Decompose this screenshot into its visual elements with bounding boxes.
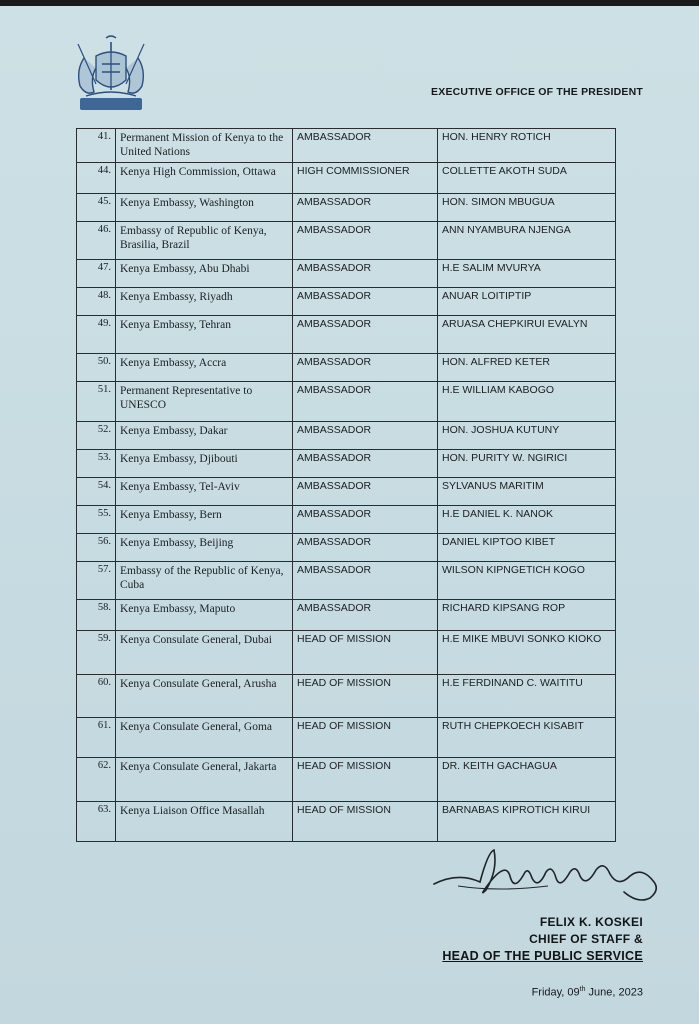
row-appointee: WILSON KIPNGETICH KOGO [438, 562, 616, 600]
row-mission: Kenya Embassy, Accra [116, 354, 293, 382]
row-mission: Kenya Embassy, Dakar [116, 422, 293, 450]
row-number: 57. [77, 562, 116, 600]
row-appointee: ANUAR LOITIPTIP [438, 288, 616, 316]
row-number: 41. [77, 129, 116, 163]
row-number: 59. [77, 631, 116, 675]
row-number: 45. [77, 194, 116, 222]
row-position: AMBASSADOR [293, 422, 438, 450]
row-mission: Kenya Liaison Office Masallah [116, 802, 293, 842]
table-row [77, 450, 616, 478]
row-mission: Kenya Consulate General, Arusha [116, 675, 293, 718]
row-appointee: ARUASA CHEPKIRUI EVALYN [438, 316, 616, 354]
row-number: 54. [77, 478, 116, 506]
table-row [77, 758, 616, 802]
row-number: 47. [77, 260, 116, 288]
row-number: 61. [77, 718, 116, 758]
row-mission: Kenya Embassy, Abu Dhabi [116, 260, 293, 288]
row-mission: Kenya Embassy, Tehran [116, 316, 293, 354]
row-appointee: DR. KEITH GACHAGUA [438, 758, 616, 802]
row-appointee: H.E MIKE MBUVI SONKO KIOKO [438, 631, 616, 675]
row-mission: Permanent Representative to UNESCO [116, 382, 293, 422]
row-position: HIGH COMMISSIONER [293, 163, 438, 194]
row-mission: Kenya Consulate General, Jakarta [116, 758, 293, 802]
table-row [77, 631, 616, 675]
row-number: 50. [77, 354, 116, 382]
row-appointee: HON. SIMON MBUGUA [438, 194, 616, 222]
row-appointee: RICHARD KIPSANG ROP [438, 600, 616, 631]
table-row [77, 562, 616, 600]
signature [428, 842, 668, 912]
row-number: 56. [77, 534, 116, 562]
appointments-table-body [77, 129, 616, 842]
row-appointee: SYLVANUS MARITIM [438, 478, 616, 506]
row-position: AMBASSADOR [293, 194, 438, 222]
row-position: AMBASSADOR [293, 450, 438, 478]
table-row [77, 382, 616, 422]
row-number: 49. [77, 316, 116, 354]
row-appointee: H.E WILLIAM KABOGO [438, 382, 616, 422]
signatory-name: FELIX K. KOSKEI [539, 915, 643, 929]
row-mission: Kenya Embassy, Riyadh [116, 288, 293, 316]
table-row [77, 718, 616, 758]
row-number: 46. [77, 222, 116, 260]
table-row [77, 802, 616, 842]
signatory-title: CHIEF OF STAFF & [529, 932, 643, 946]
row-appointee: H.E SALIM MVURYA [438, 260, 616, 288]
row-position: AMBASSADOR [293, 382, 438, 422]
row-position: HEAD OF MISSION [293, 802, 438, 842]
row-appointee: BARNABAS KIPROTICH KIRUI [438, 802, 616, 842]
row-appointee: RUTH CHEPKOECH KISABIT [438, 718, 616, 758]
row-appointee: HON. PURITY W. NGIRICI [438, 450, 616, 478]
row-mission: Kenya High Commission, Ottawa [116, 163, 293, 194]
row-appointee: HON. ALFRED KETER [438, 354, 616, 382]
row-appointee: ANN NYAMBURA NJENGA [438, 222, 616, 260]
row-appointee: H.E DANIEL K. NANOK [438, 506, 616, 534]
row-position: AMBASSADOR [293, 260, 438, 288]
row-appointee: H.E FERDINAND C. WAITITU [438, 675, 616, 718]
row-position: AMBASSADOR [293, 354, 438, 382]
table-row [77, 260, 616, 288]
row-number: 52. [77, 422, 116, 450]
coat-of-arms-icon [66, 34, 156, 116]
row-number: 60. [77, 675, 116, 718]
row-number: 48. [77, 288, 116, 316]
row-position: AMBASSADOR [293, 600, 438, 631]
row-number: 63. [77, 802, 116, 842]
row-mission: Kenya Consulate General, Goma [116, 718, 293, 758]
table-row [77, 600, 616, 631]
signatory-office: HEAD OF THE PUBLIC SERVICE [442, 949, 643, 963]
table-row [77, 354, 616, 382]
row-number: 44. [77, 163, 116, 194]
table-row [77, 288, 616, 316]
row-position: AMBASSADOR [293, 129, 438, 163]
row-number: 62. [77, 758, 116, 802]
appointments-table [76, 128, 616, 842]
date-day: Friday, 09 [531, 986, 580, 999]
row-mission: Kenya Embassy, Djibouti [116, 450, 293, 478]
row-appointee: COLLETTE AKOTH SUDA [438, 163, 616, 194]
row-position: AMBASSADOR [293, 316, 438, 354]
table-row [77, 478, 616, 506]
row-position: AMBASSADOR [293, 478, 438, 506]
table-row [77, 534, 616, 562]
table-row [77, 422, 616, 450]
row-mission: Embassy of Republic of Kenya, Brasilia, Brazil [116, 222, 293, 260]
date-rest: June, 2023 [585, 986, 643, 999]
row-mission: Kenya Consulate General, Dubai [116, 631, 293, 675]
row-appointee: DANIEL KIPTOO KIBET [438, 534, 616, 562]
row-position: HEAD OF MISSION [293, 631, 438, 675]
row-position: AMBASSADOR [293, 288, 438, 316]
row-mission: Permanent Mission of Kenya to the United Nations [116, 129, 293, 163]
row-appointee: HON. JOSHUA KUTUNY [438, 422, 616, 450]
row-position: HEAD OF MISSION [293, 718, 438, 758]
table-row [77, 129, 616, 163]
table-row [77, 506, 616, 534]
row-position: HEAD OF MISSION [293, 758, 438, 802]
row-mission: Kenya Embassy, Washington [116, 194, 293, 222]
row-mission: Kenya Embassy, Bern [116, 506, 293, 534]
row-number: 51. [77, 382, 116, 422]
office-heading: EXECUTIVE OFFICE OF THE PRESIDENT [431, 86, 643, 98]
row-number: 53. [77, 450, 116, 478]
table-row [77, 222, 616, 260]
row-position: AMBASSADOR [293, 222, 438, 260]
table-row [77, 675, 616, 718]
table-row [77, 194, 616, 222]
row-position: AMBASSADOR [293, 506, 438, 534]
row-mission: Kenya Embassy, Tel-Aviv [116, 478, 293, 506]
row-mission: Embassy of the Republic of Kenya, Cuba [116, 562, 293, 600]
row-mission: Kenya Embassy, Beijing [116, 534, 293, 562]
row-position: HEAD OF MISSION [293, 675, 438, 718]
row-mission: Kenya Embassy, Maputo [116, 600, 293, 631]
row-position: AMBASSADOR [293, 534, 438, 562]
date-suffix: th [579, 986, 586, 993]
row-appointee: HON. HENRY ROTICH [438, 129, 616, 163]
table-row [77, 163, 616, 194]
table-row [77, 316, 616, 354]
document-date [532, 986, 643, 999]
row-position: AMBASSADOR [293, 562, 438, 600]
row-number: 55. [77, 506, 116, 534]
row-number: 58. [77, 600, 116, 631]
